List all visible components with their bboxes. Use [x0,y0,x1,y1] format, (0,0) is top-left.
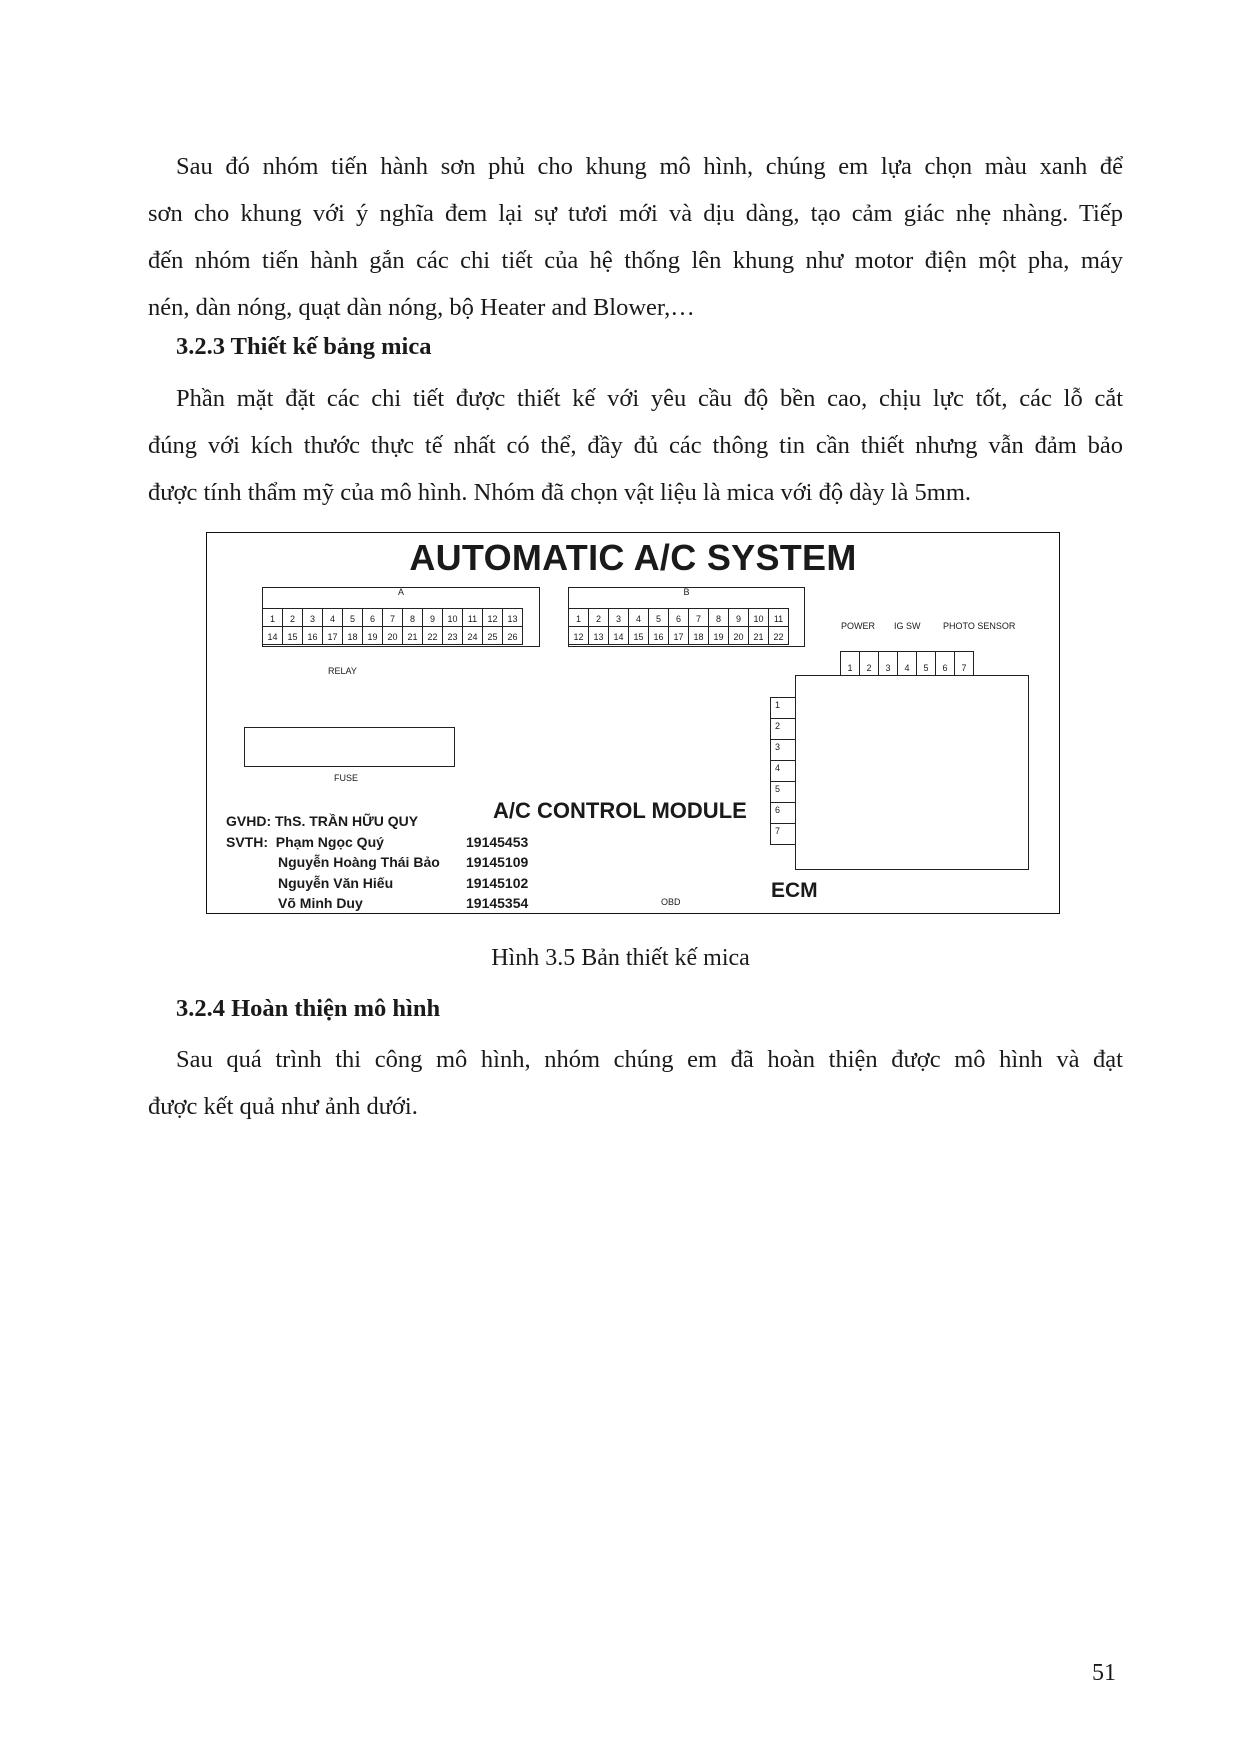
sensor-pin: 1 [840,651,860,676]
connector-pin: 19 [708,626,729,645]
connector-pin: 3 [608,608,629,627]
connector-a-label: A [397,587,404,597]
connector-pin: 1 [568,608,589,627]
connector-pin: 20 [382,626,403,645]
fuse-label: FUSE [334,773,359,783]
connector-pin: 24 [462,626,483,645]
connector-pin: 11 [462,608,483,627]
student-id: 19145102 [466,874,529,891]
page-number: 51 [1092,1660,1116,1686]
connector-b-row2 [568,626,788,645]
section-heading-3-2-4: 3.2.4 Hoàn thiện mô hình [176,995,441,1022]
connector-pin: 6 [668,608,689,627]
photo-sensor-label: PHOTO SENSOR [943,621,1016,631]
connector-pin: 7 [688,608,709,627]
connector-pin: 17 [668,626,689,645]
text-line: đến nhóm tiến hành gắn các chi tiết của hệ thống lên khung như motor điện một pha, máy [148,247,1123,274]
paragraph-intro [148,143,1123,331]
student-name-text: Phạm Ngọc Quý [275,833,384,850]
ecm-pin: 7 [770,823,796,845]
ecm-pin: 5 [770,781,796,803]
student-name [226,832,466,853]
connector-pin: 2 [282,608,303,627]
fuse-box [244,727,455,767]
ecm-pin: 4 [770,760,796,782]
obd-label: OBD [661,897,681,907]
connector-pin: 10 [748,608,769,627]
connector-pin: 18 [688,626,709,645]
connector-pin: 12 [568,626,589,645]
sensor-pin: 7 [954,651,974,676]
connector-pin: 22 [422,626,443,645]
ecm-label: ECM [771,879,818,902]
connector-pin: 7 [382,608,403,627]
figure-caption: Hình 3.5 Bản thiết kế mica [491,945,750,971]
connector-pin: 2 [588,608,609,627]
connector-pin: 13 [502,608,523,627]
mica-panel-figure [206,532,1060,914]
credits-block [226,811,528,914]
advisor: GVHD: ThS. TRẦN HỮU QUY [226,813,419,829]
student-row [226,852,528,873]
text-line: được kết quả như ảnh dưới. [148,1093,418,1120]
power-label: POWER [841,621,876,631]
connector-pin: 14 [262,626,283,645]
student-name: Nguyễn Hoàng Thái Bảo [278,854,440,870]
connector-b-row1 [568,608,788,627]
connector-pin: 15 [282,626,303,645]
connector-pin: 1 [262,608,283,627]
ecm-box [795,675,1029,870]
connector-a-row2 [262,626,522,645]
student-row [226,873,528,894]
connector-pin: 22 [768,626,789,645]
connector-pin: 4 [322,608,343,627]
student-id: 19145109 [466,854,529,870]
student-id: 19145453 [466,833,529,850]
sensor-pin: 5 [916,651,936,676]
connector-pin: 12 [482,608,503,627]
module-title: A/C CONTROL MODULE [493,798,747,823]
text-line: nén, dàn nóng, quạt dàn nóng, bộ Heater and Blower,… [148,294,695,321]
ecm-pin: 1 [770,697,796,719]
connector-pin: 14 [608,626,629,645]
ecm-pins [770,697,796,844]
connector-pin: 8 [402,608,423,627]
ecm-pin: 6 [770,802,796,824]
connector-pin: 13 [588,626,609,645]
student-row [226,893,528,914]
connector-pin: 19 [362,626,383,645]
connector-pin: 21 [402,626,423,645]
connector-b-label: B [683,587,690,597]
connector-pin: 3 [302,608,323,627]
connector-pin: 9 [422,608,443,627]
student-id: 19145354 [466,895,529,911]
connector-pin: 11 [768,608,789,627]
student-name: Võ Minh Duy [278,895,363,911]
connector-pin: 21 [748,626,769,645]
ecm-pin: 2 [770,718,796,740]
connector-pin: 26 [502,626,523,645]
igsw-label: IG SW [894,621,921,631]
connector-pin: 23 [442,626,463,645]
paragraph-completion [148,1036,1123,1130]
relay-label: RELAY [328,666,357,676]
connector-pin: 20 [728,626,749,645]
connector-pin: 17 [322,626,343,645]
connector-pin: 16 [648,626,669,645]
sensor-pin: 4 [897,651,917,676]
advisor-row [226,811,528,832]
connector-pin: 6 [362,608,383,627]
sensor-pins [840,651,973,676]
text-line: đúng với kích thước thực tế nhất có thể, đầy đủ các thông tin cần thiết nhưng vẫn đảm bảo [148,432,1123,459]
connector-pin: 15 [628,626,649,645]
connector-pin: 5 [648,608,669,627]
connector-pin: 9 [728,608,749,627]
sensor-pin: 3 [878,651,898,676]
connector-pin: 10 [442,608,463,627]
paragraph-mica-design [148,375,1123,516]
sensor-pin: 2 [859,651,879,676]
connector-pin: 8 [708,608,729,627]
connector-pin: 4 [628,608,649,627]
connector-pin: 16 [302,626,323,645]
text-line: sơn cho khung với ý nghĩa đem lại sự tươi mới và dịu dàng, tạo cảm giác nhẹ nhàng. Tiếp [148,200,1123,227]
ecm-pin: 3 [770,739,796,761]
connector-pin: 18 [342,626,363,645]
figure-title: AUTOMATIC A/C SYSTEM [409,537,857,578]
text-line: Sau đó nhóm tiến hành sơn phủ cho khung mô hình, chúng em lựa chọn màu xanh để [176,153,1123,180]
connector-pin: 25 [482,626,503,645]
section-heading-3-2-3: 3.2.3 Thiết kế bảng mica [176,333,432,360]
student-row [226,832,528,853]
text-line: được tính thẩm mỹ của mô hình. Nhóm đã chọn vật liệu là mica với độ dày là 5mm. [148,479,972,506]
sensor-pin: 6 [935,651,955,676]
connector-a-row1 [262,608,522,627]
connector-pin: 5 [342,608,363,627]
text-line: Sau quá trình thi công mô hình, nhóm chúng em đã hoàn thiện được mô hình và đạt [176,1046,1123,1073]
student-name: Nguyễn Văn Hiếu [278,874,394,891]
svth-prefix: SVTH: [226,833,268,850]
text-line: Phần mặt đặt các chi tiết được thiết kế với yêu cầu độ bền cao, chịu lực tốt, các lỗ cắt [176,385,1123,412]
